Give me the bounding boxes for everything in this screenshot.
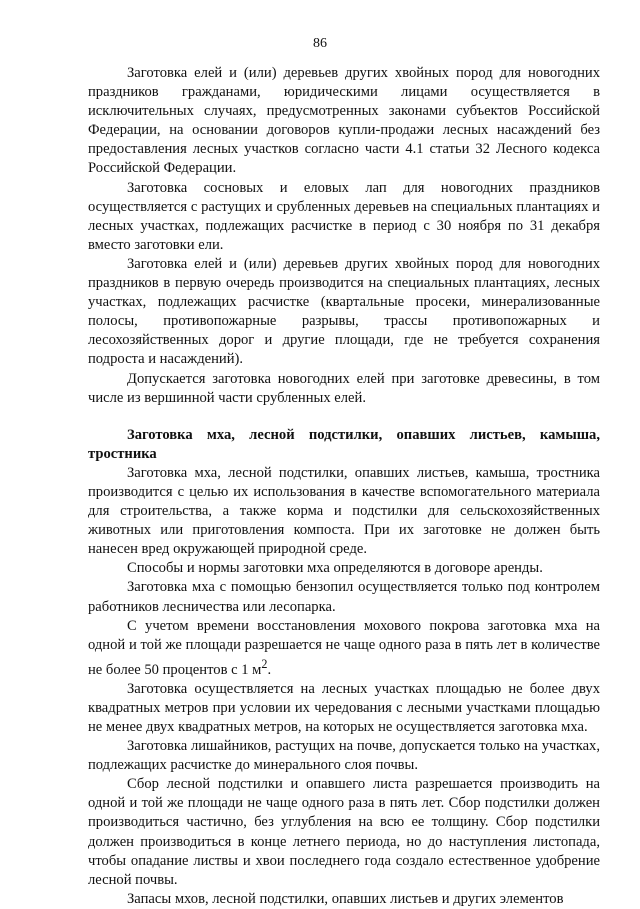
document-body bbox=[88, 64, 600, 909]
moss-norm-text: С учетом времени восстановления мохового покрова заготовка мха на одной и той же площади разрешается не чаще одного раза в пять лет в количестве не более 50 процентов с 1 м bbox=[88, 617, 600, 678]
moss-norm-superscript: 2 bbox=[261, 656, 268, 671]
paragraph-moss-methods: Способы и нормы заготовки мха определяются в договоре аренды. bbox=[127, 560, 543, 577]
page-number: 86 bbox=[313, 36, 327, 51]
paragraph-moss-norm bbox=[88, 617, 600, 680]
paragraph-lichens: Заготовка лишайников, растущих на почве, допускается только на участках, подлежащих расчистке до минерального слоя почвы. bbox=[88, 738, 600, 774]
paragraph-christmas-trees-priority: Заготовка елей и (или) деревьев других хвойных пород для новогодних праздников в первую очередь производится на специальных плантациях, лесных участках, подлежащих расчистке (квартальные просеки, минерализованные полосы, противопожарные разрывы, трассы противопожарных и лесохозяйственных дорог и другие площади, где не требуется сохранения подроста и насаждений). bbox=[88, 255, 600, 368]
paragraph-moss-chainsaw: Заготовка мха с помощью бензопил осуществляется только под контролем работников лесничества или лесопарка. bbox=[88, 579, 600, 615]
section-heading: Заготовка мха, лесной подстилки, опавших листьев, камыша, тростника bbox=[88, 426, 600, 462]
paragraph-pine-branches: Заготовка сосновых и еловых лап для новогодних праздников осуществляется с растущих и срубленных деревьев на специальных плантациях и лесных участках, подлежащих расчистке в период с 30 ноября по 31 декабря вместо заготовки ели. bbox=[88, 179, 600, 253]
paragraph-litter-collection: Сбор лесной подстилки и опавшего листа разрешается производить на одной и той же площади не чаще одного раза в пять лет. Сбор подстилки должен производиться частично, без углубления на всю ее толщину. Сбор подстилки должен производиться в конце летнего периода, но до наступления листопада, чтобы опадание листвы и хвои последнего года создало естественное удобрение лесной почвы. bbox=[88, 776, 600, 888]
paragraph-reserves: Запасы мхов, лесной подстилки, опавших листьев и других элементов bbox=[127, 890, 564, 907]
paragraph-christmas-trees-timber: Допускается заготовка новогодних елей при заготовке древесины, в том числе из вершинной части срубленных елей. bbox=[88, 370, 600, 406]
paragraph-moss-purpose: Заготовка мха, лесной подстилки, опавших листьев, камыша, тростника производится с целью их использования в качестве вспомогательного материала для строительства, а также корма и подстилки для сельскохозяйственных животных или приготовления компоста. При их заготовке не должен быть нанесен вред окружающей природной среде. bbox=[88, 464, 600, 558]
moss-norm-tail: . bbox=[267, 661, 272, 678]
paragraph-christmas-trees-citizens: Заготовка елей и (или) деревьев других хвойных пород для новогодних праздников гражданами, юридическими лицами осуществляется в исключительных случаях, предусмотренных законами субъектов Российской Федерации, на основании договоров купли-продажи лесных насаждений без предоставления лесных участков согласно части 4.1 статьи 32 Лесного кодекса Российской Федерации. bbox=[88, 65, 600, 177]
paragraph-moss-plots: Заготовка осуществляется на лесных участках площадью не более двух квадратных метров при условии их чередования с лесными участками площадью не менее двух квадратных метров, на которых не осуществляется заготовка мха. bbox=[88, 680, 600, 735]
